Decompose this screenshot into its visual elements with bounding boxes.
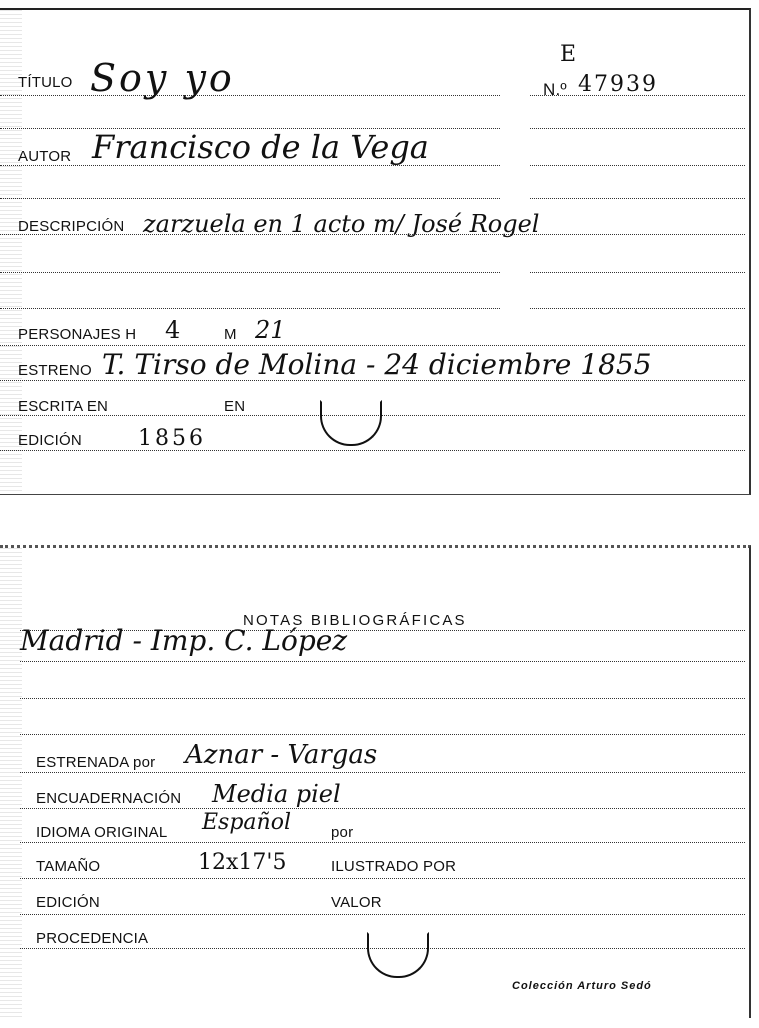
tamano-value: 12x17'5	[198, 850, 287, 875]
descripcion-label: DESCRIPCIÓN	[18, 218, 125, 235]
en-label: EN	[224, 398, 246, 415]
ilustrado-label: ILUSTRADO POR	[331, 858, 457, 875]
edicion-label: EDICIÓN	[18, 432, 82, 449]
notes-value: Madrid - Imp. C. López	[20, 624, 348, 657]
idioma-value: Español	[202, 810, 291, 835]
edicion-value: 1856	[138, 426, 206, 451]
rule	[530, 128, 745, 129]
catalog-card-main	[0, 8, 751, 495]
valor-label: VALOR	[331, 894, 382, 911]
personajes-label: PERSONAJES H	[18, 326, 137, 343]
rule	[530, 272, 745, 273]
numero-value: 47939	[578, 72, 658, 97]
notas-header: NOTAS BIBLIOGRÁFICAS	[243, 612, 467, 629]
procedencia-label: PROCEDENCIA	[36, 930, 149, 947]
rule	[0, 450, 745, 451]
rule	[20, 772, 745, 773]
titulo-value: Soy yo	[90, 56, 235, 100]
rule	[20, 842, 745, 843]
rule	[20, 698, 745, 699]
estrenada-value: Aznar - Vargas	[185, 740, 378, 770]
rule	[20, 878, 745, 879]
punch-hole	[367, 932, 429, 978]
rule	[530, 198, 745, 199]
rule	[20, 808, 745, 809]
edicion2-label: EDICIÓN	[36, 894, 100, 911]
catalog-card-notes	[0, 545, 751, 1018]
autor-label: AUTOR	[18, 148, 72, 165]
estreno-value: T. Tirso de Molina - 24 diciembre 1855	[102, 348, 652, 381]
encuadernacion-value: Media piel	[212, 780, 341, 808]
descripcion-value: zarzuela en 1 acto m/ José Rogel	[143, 210, 540, 238]
autor-value: Francisco de la Vega	[92, 128, 429, 166]
rule	[20, 914, 745, 915]
rule	[20, 661, 745, 662]
escrita-label: ESCRITA EN	[18, 398, 109, 415]
personajes-h-value: 4	[165, 316, 181, 344]
punch-hole	[320, 400, 382, 446]
card-edge	[0, 548, 22, 1018]
personajes-m-value: 21	[255, 316, 286, 344]
numero-label: N.º	[543, 80, 567, 99]
personajes-m-label: M	[224, 326, 237, 343]
estrenada-label: ESTRENADA por	[36, 754, 156, 771]
rule	[0, 198, 500, 199]
rule	[530, 165, 745, 166]
rule	[20, 734, 745, 735]
titulo-label: TÍTULO	[18, 74, 73, 91]
numero-prefix: E	[560, 42, 577, 67]
idioma-label: IDIOMA ORIGINAL	[36, 824, 168, 841]
rule	[530, 308, 745, 309]
encuadernacion-label: ENCUADERNACIÓN	[36, 790, 182, 807]
tamano-label: TAMAÑO	[36, 858, 101, 875]
rule	[0, 95, 500, 96]
rule	[0, 308, 500, 309]
por-label: por	[331, 824, 354, 841]
rule	[0, 345, 745, 346]
estreno-label: ESTRENO	[18, 362, 92, 379]
rule	[0, 272, 500, 273]
collection-stamp: Colección Arturo Sedó	[512, 980, 652, 992]
